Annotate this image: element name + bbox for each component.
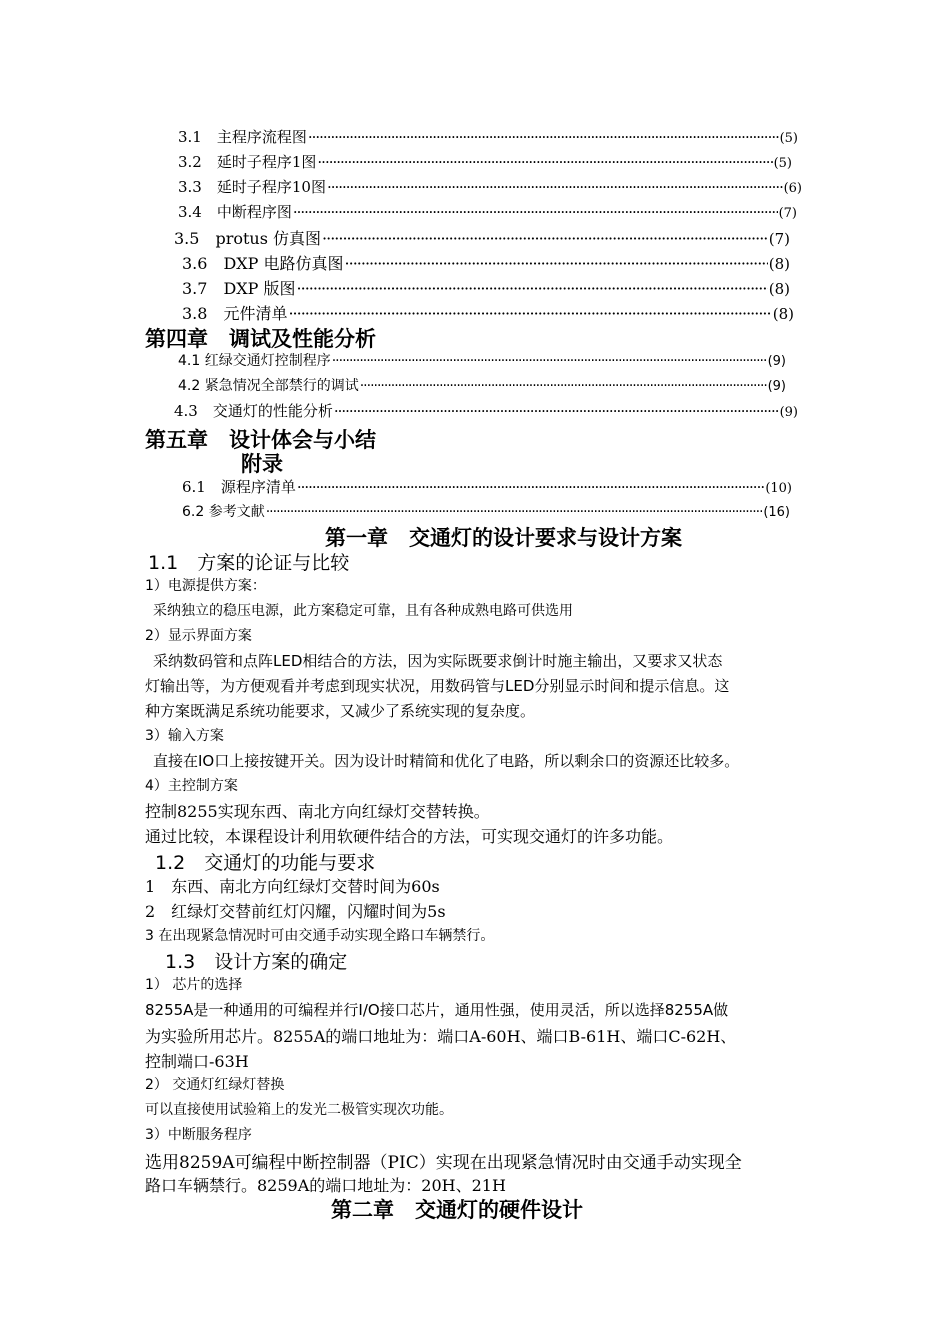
toc-item-label: 3.2 延时子程序1图 [178, 153, 317, 171]
toc-item-label: 4.2 紧急情况全部禁行的调试 [178, 378, 359, 394]
toc-item-label: 3.4 中断程序图 [178, 203, 292, 221]
requirement-item: 2 红绿灯交替前红灯闪耀，闪耀时间为5s [145, 902, 446, 921]
paragraph: 控制8255实现东西、南北方向红绿灯交替转换。 [145, 802, 490, 821]
toc-item-page: (9) [767, 354, 786, 369]
paragraph-line: 采纳数码管和点阵LED相结合的方法，因为实际既要求倒计时施主输出，又要求又状态 [153, 652, 723, 670]
toc-item-label: 6.1 源程序清单 [182, 478, 296, 496]
section-1-3-heading: 1.3 设计方案的确定 [165, 951, 348, 973]
toc-item-label: 3.1 主程序流程图 [178, 128, 307, 146]
paragraph-line: 种方案既满足系统功能要求，又减少了系统实现的复杂度。 [145, 702, 536, 720]
toc-item-label: 3.8 元件清单 [182, 304, 288, 323]
paragraph-line: 8255A是一种通用的可编程并行I/O接口芯片，通用性强，使用灵活，所以选择8255A做 [145, 1001, 729, 1019]
toc-item-label: 4.3 交通灯的性能分析 [174, 402, 333, 420]
requirement-item: 3 在出现紧急情况时可由交通手动实现全路口车辆禁行。 [145, 928, 495, 944]
toc-appendix[interactable]: 附录 [241, 452, 283, 476]
paragraph: 通过比较，本课程设计利用软硬件结合的方法，可实现交通灯的许多功能。 [145, 827, 674, 846]
toc-leader [332, 353, 767, 369]
toc-item[interactable] [182, 476, 792, 496]
toc-item-page: (8) [768, 280, 790, 298]
toc-item-label: 3.6 DXP 电路仿真图 [182, 254, 344, 273]
toc-leader [327, 178, 783, 196]
toc-item-page: (8) [772, 305, 794, 323]
item-heading: 4）主控制方案 [145, 778, 238, 794]
toc-item-page: (5) [773, 156, 792, 171]
chapter-1-title: 第一章 交通灯的设计要求与设计方案 [325, 526, 682, 550]
paragraph-line: 灯输出等，为方便观看并考虑到现实状况，用数码管与LED分别显示时间和提示信息。这 [145, 677, 730, 695]
toc-item[interactable] [178, 201, 797, 221]
item-heading: 1）电源提供方案： [145, 578, 266, 594]
section-1-2-heading: 1.2 交通灯的功能与要求 [155, 852, 376, 874]
toc-item-label: 4.1 红绿交通灯控制程序 [178, 353, 331, 369]
toc-item[interactable] [182, 301, 794, 321]
paragraph-line: 为实验所用芯片。8255A的端口地址为：端口A-60H、端口B-61H、端口C-62H、 [145, 1027, 737, 1046]
toc-leader [297, 279, 768, 298]
toc-item-page: (7) [778, 206, 797, 221]
toc-item-page: (9) [779, 405, 798, 420]
paragraph: 可以直接使用试验箱上的发光二极管实现次功能。 [145, 1102, 453, 1118]
toc-leader [360, 378, 767, 394]
chapter-2-title: 第二章 交通灯的硬件设计 [331, 1198, 583, 1222]
item-heading: 2） 交通灯红绿灯替换 [145, 1077, 285, 1093]
toc-chapter-5[interactable]: 第五章 设计体会与小结 [145, 428, 376, 452]
toc-item[interactable] [182, 501, 790, 521]
requirement-item: 1 东西、南北方向红绿灯交替时间为60s [145, 877, 440, 896]
paragraph-line: 路口车辆禁行。8259A的端口地址为：20H、21H [145, 1176, 506, 1195]
toc-chapter-4[interactable]: 第四章 调试及性能分析 [145, 327, 376, 351]
toc-leader [308, 128, 779, 146]
paragraph-line: 选用8259A可编程中断控制器（PIC）实现在出现紧急情况时由交通手动实现全 [145, 1153, 742, 1173]
toc-leader [317, 153, 772, 171]
toc-item[interactable] [174, 226, 790, 246]
toc-leader [345, 254, 768, 273]
toc-leader [266, 504, 763, 520]
toc-leader [293, 203, 778, 221]
toc-item[interactable] [182, 276, 790, 296]
toc-item[interactable] [178, 151, 792, 171]
toc-item[interactable] [182, 251, 790, 271]
toc-item-page: (7) [768, 230, 790, 248]
item-heading: 3）中断服务程序 [145, 1127, 252, 1143]
toc-item-label: 3.7 DXP 版图 [182, 279, 296, 298]
toc-leader [322, 229, 768, 248]
section-1-1-heading: 1.1 方案的论证与比较 [148, 552, 350, 574]
toc-item-page: (9) [767, 379, 786, 394]
paragraph: 直接在IO口上接按键开关。因为设计时精简和优化了电路，所以剩余口的资源还比较多。 [153, 752, 740, 770]
toc-item-page: (16) [763, 505, 790, 520]
toc-item-label: 6.2 参考文献 [182, 504, 265, 520]
item-heading: 3）输入方案 [145, 728, 224, 744]
toc-item-page: (5) [779, 131, 798, 146]
toc-leader [334, 402, 779, 420]
paragraph: 采纳独立的稳压电源，此方案稳定可靠，且有各种成熟电路可供选用 [153, 603, 573, 619]
toc-item[interactable] [178, 126, 798, 146]
paragraph-line: 控制端口-63H [145, 1052, 249, 1071]
toc-item-page: (6) [783, 181, 802, 196]
toc-item-label: 3.5 protus 仿真图 [174, 229, 322, 248]
toc-item[interactable] [178, 176, 802, 196]
item-heading: 1） 芯片的选择 [145, 977, 243, 993]
item-heading: 2）显示界面方案 [145, 628, 252, 644]
toc-leader [288, 304, 771, 323]
toc-item[interactable] [174, 400, 798, 420]
toc-item[interactable] [178, 350, 786, 370]
toc-item[interactable] [178, 375, 786, 395]
toc-item-page: (10) [765, 481, 792, 496]
toc-item-page: (8) [768, 255, 790, 273]
toc-leader [297, 478, 764, 496]
toc-item-label: 3.3 延时子程序10图 [178, 178, 326, 196]
